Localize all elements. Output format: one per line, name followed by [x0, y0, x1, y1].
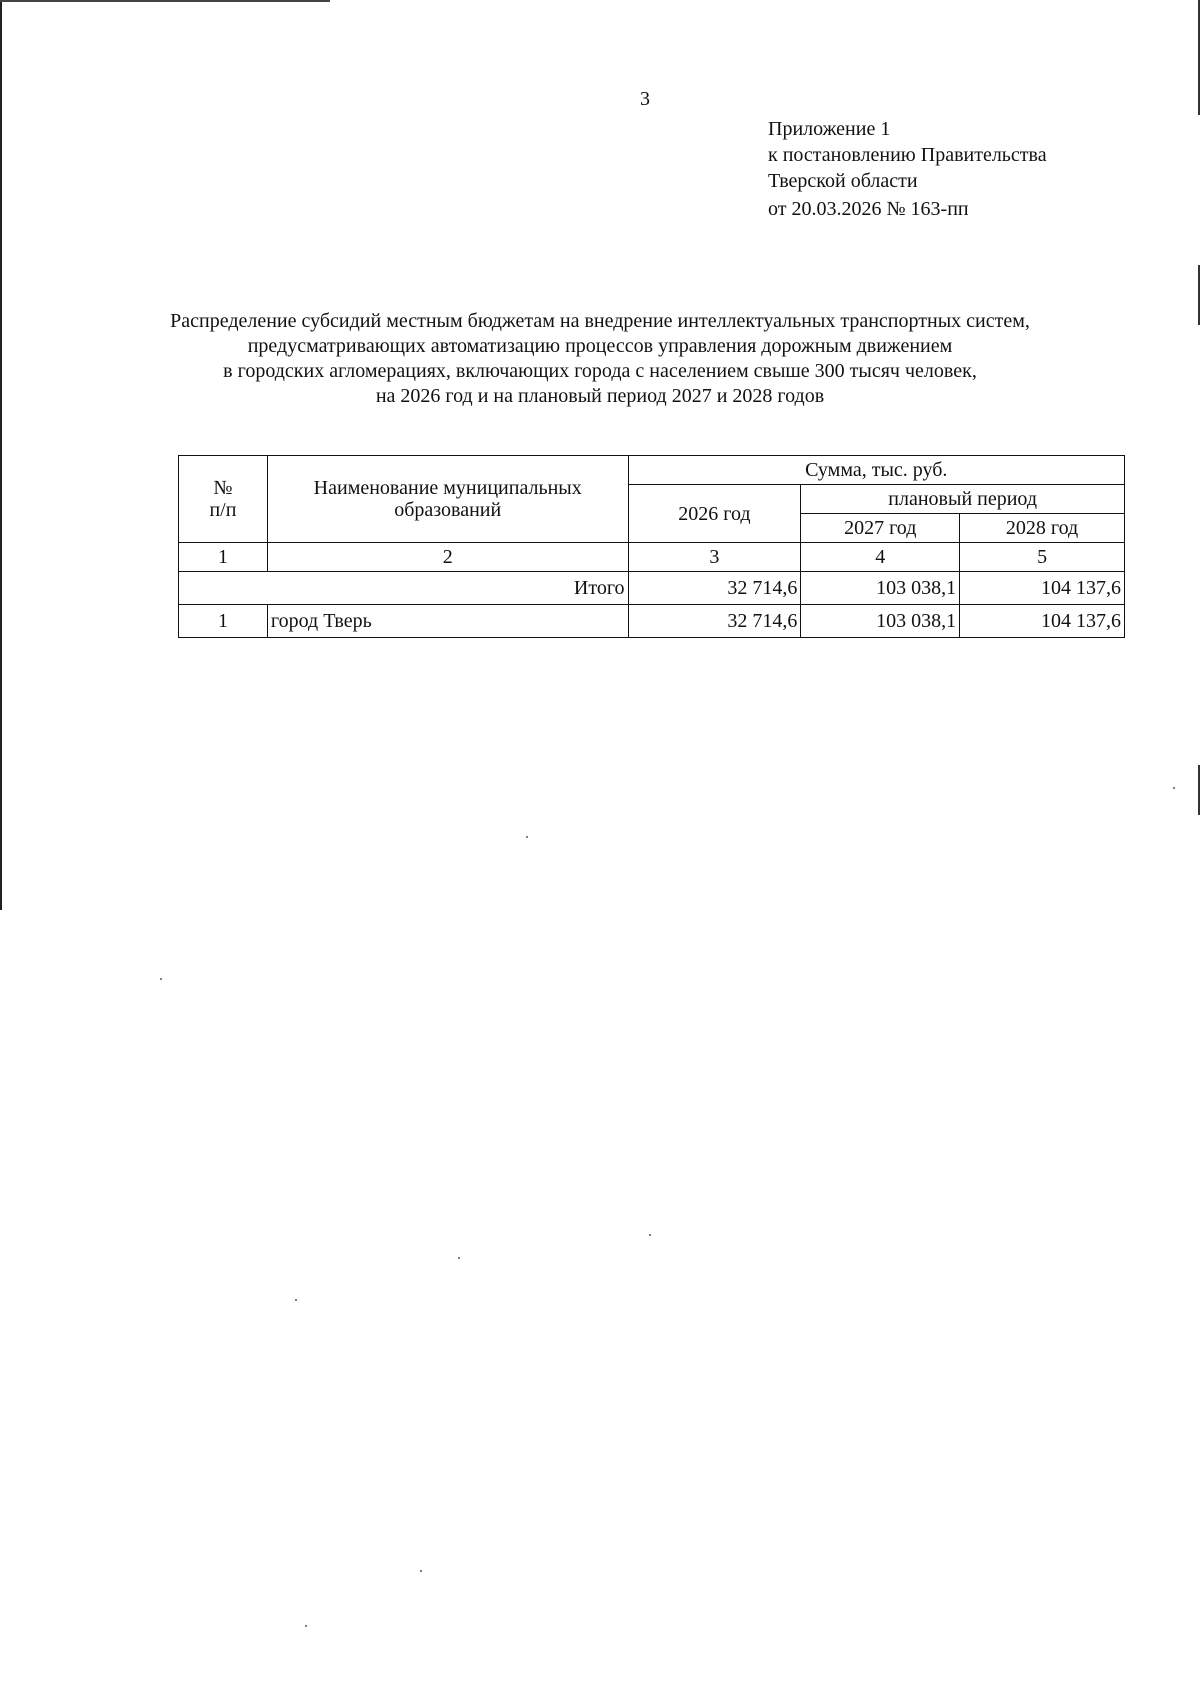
appendix-date: от 20.03.2026 № 163-пп — [768, 198, 969, 220]
header-year-2028: 2028 год — [960, 514, 1125, 543]
header-year-2027: 2027 год — [801, 514, 960, 543]
appendix-line: к постановлению Правительства — [768, 144, 1047, 166]
title-line: предусматривающих автоматизацию процессов управления дорожным движением — [247, 335, 953, 357]
title-line: на 2026 год и на плановый период 2027 и 2028 годов — [375, 385, 825, 407]
row-municipality: город Тверь — [267, 605, 628, 638]
column-number: 4 — [801, 543, 960, 572]
total-2027: 103 038,1 — [801, 572, 960, 605]
title-line: в городских агломерациях, включающих города с населением свыше 300 тысяч человек, — [223, 360, 977, 382]
total-2028: 104 137,6 — [960, 572, 1125, 605]
appendix-line: Приложение 1 — [768, 118, 891, 140]
column-number: 5 — [960, 543, 1125, 572]
page-number: 3 — [640, 88, 650, 110]
scan-speck — [649, 1234, 651, 1236]
scan-edge-left — [0, 0, 2, 910]
subsidy-distribution-table — [178, 455, 1125, 638]
row-number: 1 — [179, 605, 268, 638]
document-title — [150, 309, 1050, 409]
scan-speck — [305, 1625, 307, 1627]
scan-speck — [526, 836, 528, 838]
total-label: Итого — [179, 572, 629, 605]
scan-speck — [295, 1299, 297, 1301]
column-number: 3 — [628, 543, 801, 572]
header-number: № п/п — [179, 456, 268, 543]
row-2027: 103 038,1 — [801, 605, 960, 638]
header-sum: Сумма, тыс. руб. — [628, 456, 1124, 485]
title-line: Распределение субсидий местным бюджетам на внедрение интеллектуальных транспортных систем, — [170, 310, 1030, 332]
scan-edge-top — [0, 0, 330, 2]
scan-speck — [458, 1257, 460, 1259]
scan-speck — [1173, 787, 1175, 789]
header-planned-period: плановый период — [801, 485, 1125, 514]
scan-speck — [420, 1570, 422, 1572]
header-year-2026: 2026 год — [628, 485, 801, 543]
column-number: 1 — [179, 543, 268, 572]
table-row — [179, 605, 1125, 638]
row-2026: 32 714,6 — [628, 605, 801, 638]
appendix-block — [768, 116, 1047, 222]
header-municipality-name: Наименование муниципальных образований — [267, 456, 628, 543]
row-2028: 104 137,6 — [960, 605, 1125, 638]
total-2026: 32 714,6 — [628, 572, 801, 605]
column-number-row — [179, 543, 1125, 572]
table-header-row — [179, 456, 1125, 485]
column-number: 2 — [267, 543, 628, 572]
appendix-line: Тверской области — [768, 170, 918, 192]
scan-speck — [160, 978, 162, 980]
total-row — [179, 572, 1125, 605]
